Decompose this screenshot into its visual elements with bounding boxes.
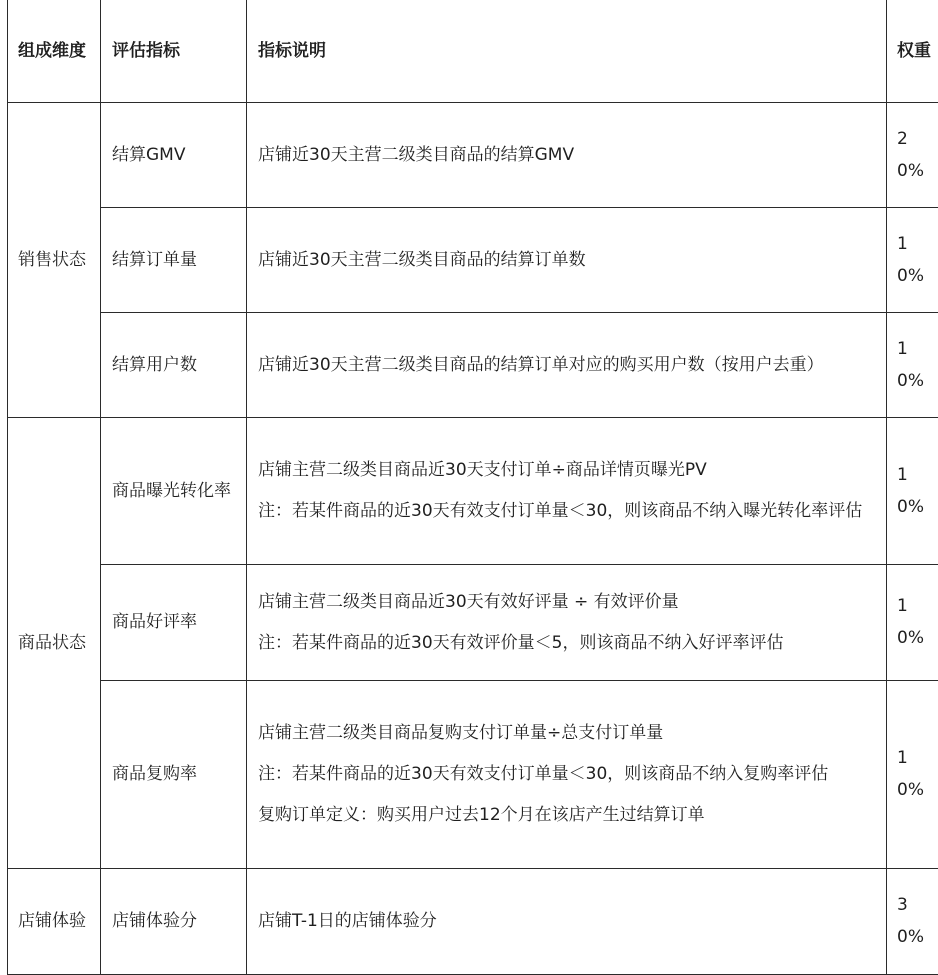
indicator-cell: 结算GMV bbox=[101, 102, 247, 207]
dimension-cell-product: 商品状态 bbox=[8, 417, 101, 868]
description-cell bbox=[247, 564, 887, 680]
indicator-cell: 结算订单量 bbox=[101, 207, 247, 312]
description-line: 店铺近30天主营二级类目商品的结算GMV bbox=[258, 139, 878, 171]
description-line: 店铺T-1日的店铺体验分 bbox=[258, 905, 878, 937]
table-row bbox=[8, 417, 938, 564]
table-row bbox=[8, 312, 938, 417]
header-indicator: 评估指标 bbox=[101, 0, 247, 102]
weight-cell: 10% bbox=[887, 417, 938, 564]
weight-cell: 10% bbox=[887, 564, 938, 680]
weight-cell: 30% bbox=[887, 868, 938, 974]
weight-cell: 10% bbox=[887, 207, 938, 312]
table-row bbox=[8, 564, 938, 680]
description-line: 店铺近30天主营二级类目商品的结算订单对应的购买用户数（按用户去重） bbox=[258, 349, 878, 381]
table-row bbox=[8, 868, 938, 974]
table-row bbox=[8, 102, 938, 207]
description-note: 注：若某件商品的近30天有效评价量＜5，则该商品不纳入好评率评估 bbox=[258, 627, 878, 659]
description-line: 店铺主营二级类目商品近30天支付订单÷商品详情页曝光PV bbox=[258, 454, 878, 486]
weight-cell: 20% bbox=[887, 102, 938, 207]
table-row bbox=[8, 207, 938, 312]
header-weight: 权重 bbox=[887, 0, 938, 102]
table-row bbox=[8, 680, 938, 868]
metrics-table bbox=[7, 0, 938, 975]
description-cell bbox=[247, 207, 887, 312]
weight-cell: 10% bbox=[887, 312, 938, 417]
indicator-cell: 店铺体验分 bbox=[101, 868, 247, 974]
description-cell bbox=[247, 102, 887, 207]
table-header-row bbox=[8, 0, 938, 102]
weight-cell: 10% bbox=[887, 680, 938, 868]
indicator-cell: 商品曝光转化率 bbox=[101, 417, 247, 564]
description-note: 注：若某件商品的近30天有效支付订单量＜30，则该商品不纳入复购率评估 bbox=[258, 758, 878, 790]
indicator-cell: 结算用户数 bbox=[101, 312, 247, 417]
description-cell bbox=[247, 312, 887, 417]
indicator-cell: 商品好评率 bbox=[101, 564, 247, 680]
description-line: 店铺主营二级类目商品复购支付订单量÷总支付订单量 bbox=[258, 717, 878, 749]
description-note: 注：若某件商品的近30天有效支付订单量＜30，则该商品不纳入曝光转化率评估 bbox=[258, 495, 878, 527]
indicator-cell: 商品复购率 bbox=[101, 680, 247, 868]
dimension-cell-sales: 销售状态 bbox=[8, 102, 101, 417]
description-definition: 复购订单定义：购买用户过去12个月在该店产生过结算订单 bbox=[258, 799, 878, 831]
description-cell bbox=[247, 417, 887, 564]
header-description: 指标说明 bbox=[247, 0, 887, 102]
dimension-cell-store: 店铺体验 bbox=[8, 868, 101, 974]
description-line: 店铺近30天主营二级类目商品的结算订单数 bbox=[258, 244, 878, 276]
header-dimension: 组成维度 bbox=[8, 0, 101, 102]
description-line: 店铺主营二级类目商品近30天有效好评量 ÷ 有效评价量 bbox=[258, 586, 878, 618]
description-cell bbox=[247, 680, 887, 868]
description-cell bbox=[247, 868, 887, 974]
